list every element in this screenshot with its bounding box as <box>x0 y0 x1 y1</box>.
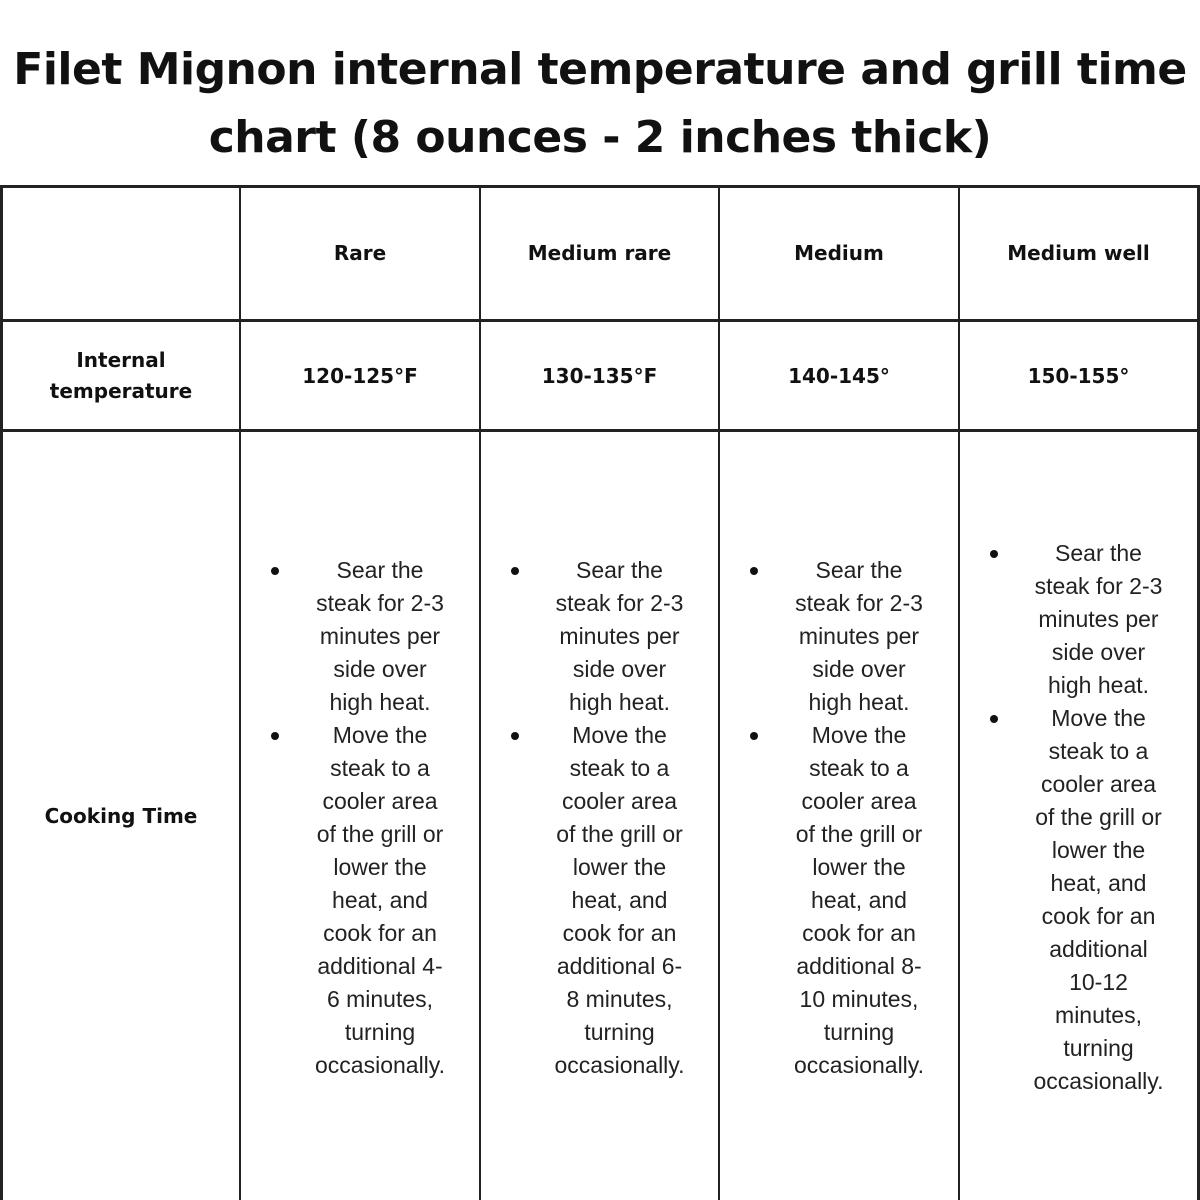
corner-cell <box>3 188 241 322</box>
cooking-step <box>990 537 1168 702</box>
cooking-step-text: Sear the steak for 2-3 minutes per side over high heat. <box>795 557 923 715</box>
temperature-rare: 120-125°F <box>241 322 481 432</box>
cooking-step-text: Sear the steak for 2-3 minutes per side over high heat. <box>316 557 444 715</box>
chart-title-line-2: chart (8 ounces - 2 inches thick) <box>208 112 992 163</box>
row-label-internal-temperature <box>3 322 241 432</box>
column-header-medium: Medium <box>720 188 960 322</box>
cooking-step <box>271 554 449 719</box>
temperature-time-table <box>0 185 1200 1200</box>
column-header-rare: Rare <box>241 188 481 322</box>
cooking-step <box>750 719 928 1082</box>
column-header-medium-rare: Medium rare <box>481 188 720 322</box>
cooking-time-medium <box>720 432 960 1200</box>
cooking-step-text: Sear the steak for 2-3 minutes per side over high heat. <box>555 557 684 715</box>
cooking-step-text: Move the steak to a cooler area of the grill or lower the heat, and cook for an additional 8-10 minutes, turning occasionally. <box>794 722 924 1078</box>
row-label-line-1: Internal <box>76 347 166 372</box>
cooking-step-text: Sear the steak for 2-3 minutes per side over high heat. <box>1034 539 1163 698</box>
chart-title <box>0 36 1200 172</box>
cooking-step <box>271 719 449 1082</box>
cooking-step-text: Move the steak to a cooler area of the grill or lower the heat, and cook for an additional 4-6 minutes, turning occasionally. <box>315 722 445 1078</box>
cooking-step <box>511 719 689 1082</box>
cooking-steps-list <box>511 554 689 1082</box>
chart-title-line-1: Filet Mignon internal temperature and grill time <box>13 44 1187 95</box>
temperature-medium-rare: 130-135°F <box>481 322 720 432</box>
cooking-step <box>750 554 928 719</box>
cooking-step <box>990 702 1168 1098</box>
cooking-time-medium-rare <box>481 432 720 1200</box>
row-label-cooking-time: Cooking Time <box>3 432 241 1200</box>
cooking-step-text: Move the steak to a cooler area of the grill or lower the heat, and cook for an additional 10-12 minutes, turning occasionally. <box>1033 704 1164 1094</box>
cooking-steps-list <box>750 554 928 1082</box>
cooking-steps-list <box>271 554 449 1082</box>
cooking-step <box>511 554 689 719</box>
cooking-time-medium-well <box>960 432 1197 1200</box>
cooking-step-text: Move the steak to a cooler area of the grill or lower the heat, and cook for an additional 6-8 minutes, turning occasionally. <box>554 722 685 1078</box>
temperature-medium: 140-145° <box>720 322 960 432</box>
temperature-medium-well: 150-155° <box>960 322 1197 432</box>
column-header-medium-well: Medium well <box>960 188 1197 322</box>
row-label-line-2: temperature <box>49 378 193 403</box>
cooking-time-rare <box>241 432 481 1200</box>
cooking-steps-list <box>990 537 1168 1098</box>
